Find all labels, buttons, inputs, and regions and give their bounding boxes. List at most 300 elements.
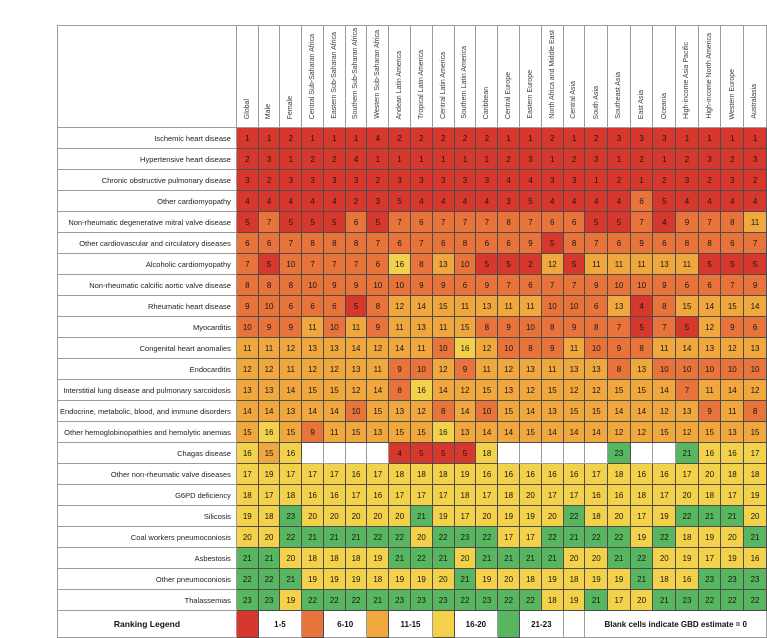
rank-cell: 16 [345, 464, 367, 485]
rank-cell: 14 [236, 401, 258, 422]
table-row [58, 443, 767, 464]
rank-cell: 17 [698, 548, 721, 569]
rank-cell: 14 [367, 380, 389, 401]
column-header-label: High-income Asia Pacific [683, 42, 691, 120]
rank-cell: 20 [630, 590, 653, 611]
rank-cell: 3 [653, 128, 676, 149]
rank-cell: 10 [367, 275, 389, 296]
rank-cell: 3 [676, 170, 699, 191]
rank-cell: 13 [676, 401, 699, 422]
rank-cell: 15 [585, 401, 608, 422]
rank-cell: 23 [721, 569, 744, 590]
rank-cell: 17 [653, 485, 676, 506]
row-label: Other cardiovascular and circulatory diseases [58, 233, 237, 254]
rank-cell: 17 [302, 464, 324, 485]
rank-cell: 12 [630, 422, 653, 443]
row-label: Non-rheumatic degenerative mitral valve disease [58, 212, 237, 233]
rank-cell: 18 [744, 464, 767, 485]
column-header-label: Southeast Asia [615, 72, 623, 120]
rank-cell: 1 [608, 149, 631, 170]
table-row [58, 380, 767, 401]
legend-swatch-16-20 [432, 611, 454, 638]
rank-cell: 8 [389, 380, 411, 401]
rank-cell: 18 [676, 527, 699, 548]
rank-cell: 6 [585, 296, 608, 317]
rank-cell: 5 [280, 212, 302, 233]
rank-cell: 14 [302, 401, 324, 422]
table-row [58, 296, 767, 317]
rank-cell: 10 [541, 296, 563, 317]
rank-cell: 12 [541, 254, 563, 275]
rank-cell: 12 [302, 359, 324, 380]
rank-cell: 3 [563, 170, 585, 191]
rank-cell: 1 [541, 149, 563, 170]
rank-cell [367, 443, 389, 464]
legend-note: Blank cells indicate GBD estimate = 0 [585, 611, 767, 638]
rank-cell: 20 [280, 548, 302, 569]
rank-cell: 21 [411, 506, 433, 527]
rank-cell: 13 [744, 338, 767, 359]
rank-cell: 11 [302, 317, 324, 338]
rank-cell: 5 [323, 212, 345, 233]
rank-cell: 13 [476, 296, 498, 317]
rank-cell: 13 [721, 422, 744, 443]
rank-cell: 22 [721, 590, 744, 611]
rank-cell: 20 [454, 548, 476, 569]
rank-cell: 9 [302, 422, 324, 443]
rank-cell: 6 [323, 296, 345, 317]
column-header-cell [454, 26, 476, 128]
rank-cell: 19 [236, 506, 258, 527]
rank-cell [498, 443, 520, 464]
column-header-cell [698, 26, 721, 128]
rank-cell: 12 [563, 380, 585, 401]
rank-cell: 10 [345, 401, 367, 422]
rank-cell: 6 [630, 191, 653, 212]
rank-cell: 10 [744, 359, 767, 380]
rank-cell: 5 [367, 212, 389, 233]
column-header-label: Oceania [660, 92, 668, 120]
rank-cell: 21 [236, 548, 258, 569]
rank-cell: 21 [258, 548, 280, 569]
rank-cell: 15 [744, 422, 767, 443]
rank-cell: 1 [585, 170, 608, 191]
rank-cell: 12 [698, 317, 721, 338]
rank-cell: 15 [411, 422, 433, 443]
rank-cell: 19 [323, 569, 345, 590]
row-label: Coal workers pneumoconiosis [58, 527, 237, 548]
rank-cell: 20 [653, 548, 676, 569]
rank-cell: 15 [698, 422, 721, 443]
rank-cell: 7 [389, 212, 411, 233]
rank-cell: 21 [498, 548, 520, 569]
rank-cell: 7 [302, 254, 324, 275]
rank-cell: 6 [302, 296, 324, 317]
rank-cell: 7 [563, 275, 585, 296]
rank-cell: 8 [744, 401, 767, 422]
rank-cell: 9 [520, 233, 542, 254]
rank-cell: 17 [676, 464, 699, 485]
row-label: Other cardiomyopathy [58, 191, 237, 212]
rank-cell: 13 [608, 296, 631, 317]
rank-cell: 17 [498, 527, 520, 548]
rank-cell: 14 [630, 401, 653, 422]
rank-cell: 2 [721, 149, 744, 170]
rank-cell: 22 [432, 527, 454, 548]
table-row [58, 170, 767, 191]
rank-cell: 12 [520, 380, 542, 401]
rank-cell: 6 [476, 233, 498, 254]
rank-cell: 11 [585, 254, 608, 275]
rank-cell: 6 [721, 233, 744, 254]
rank-cell: 13 [280, 401, 302, 422]
rank-cell: 15 [520, 422, 542, 443]
rank-cell: 19 [411, 569, 433, 590]
rank-cell: 3 [476, 170, 498, 191]
table-row [58, 338, 767, 359]
row-label: Other hemoglobinopathies and hemolytic anemias [58, 422, 237, 443]
rank-cell: 21 [698, 506, 721, 527]
rank-cell: 15 [721, 296, 744, 317]
rank-cell: 22 [676, 506, 699, 527]
row-label: Hypertensive heart disease [58, 149, 237, 170]
rank-cell: 4 [744, 191, 767, 212]
rank-cell: 10 [498, 338, 520, 359]
column-header-label: Southern Sub-Saharan Africa [352, 28, 360, 120]
rank-cell: 12 [432, 359, 454, 380]
rank-cell: 9 [432, 275, 454, 296]
column-header-cell [367, 26, 389, 128]
rank-cell: 22 [744, 590, 767, 611]
rank-cell: 21 [280, 569, 302, 590]
rank-cell: 14 [698, 296, 721, 317]
rank-cell: 13 [345, 359, 367, 380]
rank-cell: 1 [432, 149, 454, 170]
rank-cell: 22 [698, 590, 721, 611]
rank-cell: 18 [389, 464, 411, 485]
rank-cell: 8 [520, 338, 542, 359]
rank-cell: 5 [432, 443, 454, 464]
rank-cell: 17 [389, 485, 411, 506]
rank-cell: 3 [302, 170, 324, 191]
column-header-label: Eastern Europe [526, 70, 534, 120]
rank-cell: 8 [302, 233, 324, 254]
rank-cell: 14 [520, 401, 542, 422]
rank-cell: 2 [585, 128, 608, 149]
rank-cell: 6 [454, 275, 476, 296]
rank-cell: 22 [280, 527, 302, 548]
rank-cell: 17 [345, 485, 367, 506]
row-label: Other non-rheumatic valve diseases [58, 464, 237, 485]
rank-cell: 23 [258, 590, 280, 611]
rank-cell: 5 [744, 254, 767, 275]
rank-cell: 22 [520, 590, 542, 611]
rank-cell: 19 [744, 485, 767, 506]
column-header-label: Central Europe [504, 71, 512, 120]
rank-cell: 5 [411, 443, 433, 464]
rank-cell: 21 [653, 590, 676, 611]
rank-cell: 16 [676, 569, 699, 590]
rank-cell: 5 [236, 212, 258, 233]
column-header-label: High-income North America [705, 33, 713, 120]
column-header-cell [520, 26, 542, 128]
rank-cell: 7 [280, 233, 302, 254]
rank-cell: 11 [676, 254, 699, 275]
rank-cell: 13 [367, 422, 389, 443]
rank-cell: 6 [432, 233, 454, 254]
rank-cell: 18 [563, 569, 585, 590]
column-header-cell [630, 26, 653, 128]
rank-cell: 5 [476, 254, 498, 275]
rank-cell: 17 [585, 464, 608, 485]
column-header-cell [258, 26, 280, 128]
rank-cell: 12 [653, 401, 676, 422]
rank-cell: 3 [608, 128, 631, 149]
rank-cell: 10 [563, 296, 585, 317]
rank-cell: 16 [744, 548, 767, 569]
rank-cell: 11 [608, 254, 631, 275]
rank-cell: 18 [345, 548, 367, 569]
rank-cell: 3 [454, 170, 476, 191]
column-header-label: East Asia [637, 89, 645, 120]
rank-cell: 12 [280, 338, 302, 359]
rank-cell: 5 [345, 296, 367, 317]
rank-cell: 13 [411, 317, 433, 338]
rank-cell: 14 [653, 380, 676, 401]
rank-cell: 7 [721, 275, 744, 296]
rank-cell: 16 [236, 443, 258, 464]
rank-cell: 20 [563, 548, 585, 569]
rank-cell: 3 [432, 170, 454, 191]
rank-cell: 22 [389, 527, 411, 548]
rank-cell: 1 [323, 128, 345, 149]
rank-cell: 9 [585, 275, 608, 296]
table-row [58, 464, 767, 485]
row-label: Asbestosis [58, 548, 237, 569]
rank-cell: 12 [367, 338, 389, 359]
rank-cell: 6 [345, 212, 367, 233]
rank-cell: 5 [721, 254, 744, 275]
rank-cell: 23 [432, 590, 454, 611]
rank-cell: 20 [585, 548, 608, 569]
rank-cell: 14 [389, 338, 411, 359]
rank-cell: 19 [608, 569, 631, 590]
rank-cell: 4 [367, 128, 389, 149]
rank-cell: 12 [323, 359, 345, 380]
rank-cell: 9 [280, 317, 302, 338]
rank-cell: 21 [520, 548, 542, 569]
column-header-label: Eastern Sub-Saharan Africa [330, 32, 338, 120]
rank-cell: 10 [653, 359, 676, 380]
rank-cell: 8 [476, 317, 498, 338]
rank-cell: 1 [236, 128, 258, 149]
rank-cell: 8 [541, 317, 563, 338]
row-label: Endocarditis [58, 359, 237, 380]
rank-cell: 12 [744, 380, 767, 401]
rank-cell: 3 [280, 170, 302, 191]
rank-cell: 16 [258, 422, 280, 443]
rank-cell: 9 [454, 359, 476, 380]
rank-cell [345, 443, 367, 464]
column-header-cell [541, 26, 563, 128]
rank-cell: 15 [280, 422, 302, 443]
rank-cell: 13 [630, 359, 653, 380]
rank-cell: 15 [345, 422, 367, 443]
rank-cell: 9 [411, 275, 433, 296]
rank-cell: 21 [630, 569, 653, 590]
rank-cell: 2 [630, 149, 653, 170]
rank-cell: 3 [541, 170, 563, 191]
column-header-label: Central Latin America [439, 52, 447, 120]
rank-cell: 22 [454, 590, 476, 611]
rank-cell: 19 [653, 506, 676, 527]
corner-cell [58, 26, 237, 128]
rank-cell: 4 [653, 212, 676, 233]
row-label: Ischemic heart disease [58, 128, 237, 149]
rank-cell: 17 [744, 443, 767, 464]
rank-cell: 21 [676, 443, 699, 464]
rank-cell: 4 [323, 191, 345, 212]
rank-cell: 7 [367, 233, 389, 254]
legend-range-label: 6-10 [323, 611, 367, 638]
rank-cell: 19 [389, 569, 411, 590]
rank-cell: 21 [432, 548, 454, 569]
rank-cell: 8 [280, 275, 302, 296]
rank-cell: 19 [563, 590, 585, 611]
column-header-cell [345, 26, 367, 128]
rank-cell: 17 [630, 506, 653, 527]
rank-cell: 1 [563, 128, 585, 149]
rank-cell: 15 [608, 380, 631, 401]
rank-cell: 3 [630, 128, 653, 149]
rank-cell: 18 [280, 485, 302, 506]
rank-cell: 4 [476, 191, 498, 212]
rank-cell: 7 [541, 275, 563, 296]
rank-cell: 7 [744, 233, 767, 254]
rank-cell: 21 [608, 548, 631, 569]
rank-cell: 12 [498, 359, 520, 380]
rank-cell: 19 [345, 569, 367, 590]
rank-cell: 11 [698, 380, 721, 401]
rank-cell: 14 [345, 338, 367, 359]
table-row [58, 359, 767, 380]
rank-cell: 5 [389, 191, 411, 212]
rank-cell: 16 [563, 464, 585, 485]
rank-cell: 13 [498, 380, 520, 401]
rank-cell: 23 [676, 590, 699, 611]
column-header-label: Caribbean [483, 86, 491, 120]
rank-cell: 9 [698, 401, 721, 422]
rank-cell: 23 [476, 590, 498, 611]
rank-cell: 10 [432, 338, 454, 359]
rank-cell: 1 [653, 149, 676, 170]
rank-cell: 1 [302, 128, 324, 149]
rank-cell: 9 [721, 317, 744, 338]
rank-cell: 5 [563, 254, 585, 275]
rank-cell: 14 [563, 422, 585, 443]
rank-cell: 16 [585, 485, 608, 506]
rank-cell: 19 [630, 527, 653, 548]
rank-cell: 15 [676, 296, 699, 317]
rank-cell: 2 [653, 170, 676, 191]
rank-cell: 1 [676, 128, 699, 149]
rank-cell: 7 [236, 254, 258, 275]
rank-cell: 19 [676, 548, 699, 569]
rank-cell: 2 [498, 149, 520, 170]
rank-cell: 1 [744, 128, 767, 149]
rank-cell: 4 [630, 296, 653, 317]
rank-cell: 2 [323, 149, 345, 170]
column-header-label: Western Europe [728, 68, 736, 120]
rank-cell: 6 [280, 296, 302, 317]
rank-cell: 7 [432, 212, 454, 233]
rank-cell: 5 [454, 443, 476, 464]
rank-cell: 23 [411, 590, 433, 611]
rank-cell: 8 [411, 254, 433, 275]
rank-cell: 5 [676, 317, 699, 338]
column-header-label: Australasia [751, 84, 759, 120]
rank-cell: 10 [302, 275, 324, 296]
table-body [58, 128, 767, 611]
rank-cell: 9 [258, 317, 280, 338]
rank-cell: 15 [302, 380, 324, 401]
table-row [58, 128, 767, 149]
column-header-label: Andean Latin America [395, 50, 403, 120]
column-header-cell [585, 26, 608, 128]
rank-cell: 13 [389, 401, 411, 422]
rank-cell: 12 [608, 422, 631, 443]
rank-cell: 21 [563, 527, 585, 548]
rank-cell: 11 [367, 359, 389, 380]
column-header-label: Global [243, 98, 251, 120]
rank-cell: 2 [345, 191, 367, 212]
rank-cell: 2 [432, 128, 454, 149]
column-header-label: South Asia [592, 85, 600, 120]
rank-cell: 9 [498, 317, 520, 338]
rank-cell: 2 [258, 170, 280, 191]
column-header-label: Central Sub-Saharan Africa [308, 33, 316, 120]
rank-cell: 10 [698, 359, 721, 380]
rank-cell: 4 [698, 191, 721, 212]
rank-cell: 11 [721, 401, 744, 422]
table-row [58, 149, 767, 170]
table-row [58, 233, 767, 254]
rank-cell: 14 [454, 401, 476, 422]
rank-cell: 10 [721, 359, 744, 380]
rank-cell: 2 [520, 254, 542, 275]
rank-cell: 20 [389, 506, 411, 527]
rank-cell: 20 [432, 569, 454, 590]
rank-cell: 3 [721, 170, 744, 191]
rank-cell: 7 [476, 212, 498, 233]
rank-cell: 4 [563, 191, 585, 212]
rank-cell: 9 [676, 212, 699, 233]
legend-gap-cell [563, 611, 585, 638]
column-header-cell [323, 26, 345, 128]
rank-cell: 2 [541, 128, 563, 149]
rank-cell: 14 [411, 296, 433, 317]
rank-cell: 3 [744, 149, 767, 170]
rank-cell: 21 [744, 527, 767, 548]
rank-cell: 4 [676, 191, 699, 212]
rank-cell: 8 [563, 233, 585, 254]
rank-cell: 4 [454, 191, 476, 212]
rank-cell: 14 [744, 296, 767, 317]
rank-cell: 8 [258, 275, 280, 296]
rank-cell: 8 [630, 338, 653, 359]
rank-cell: 2 [698, 170, 721, 191]
rank-cell: 20 [236, 527, 258, 548]
